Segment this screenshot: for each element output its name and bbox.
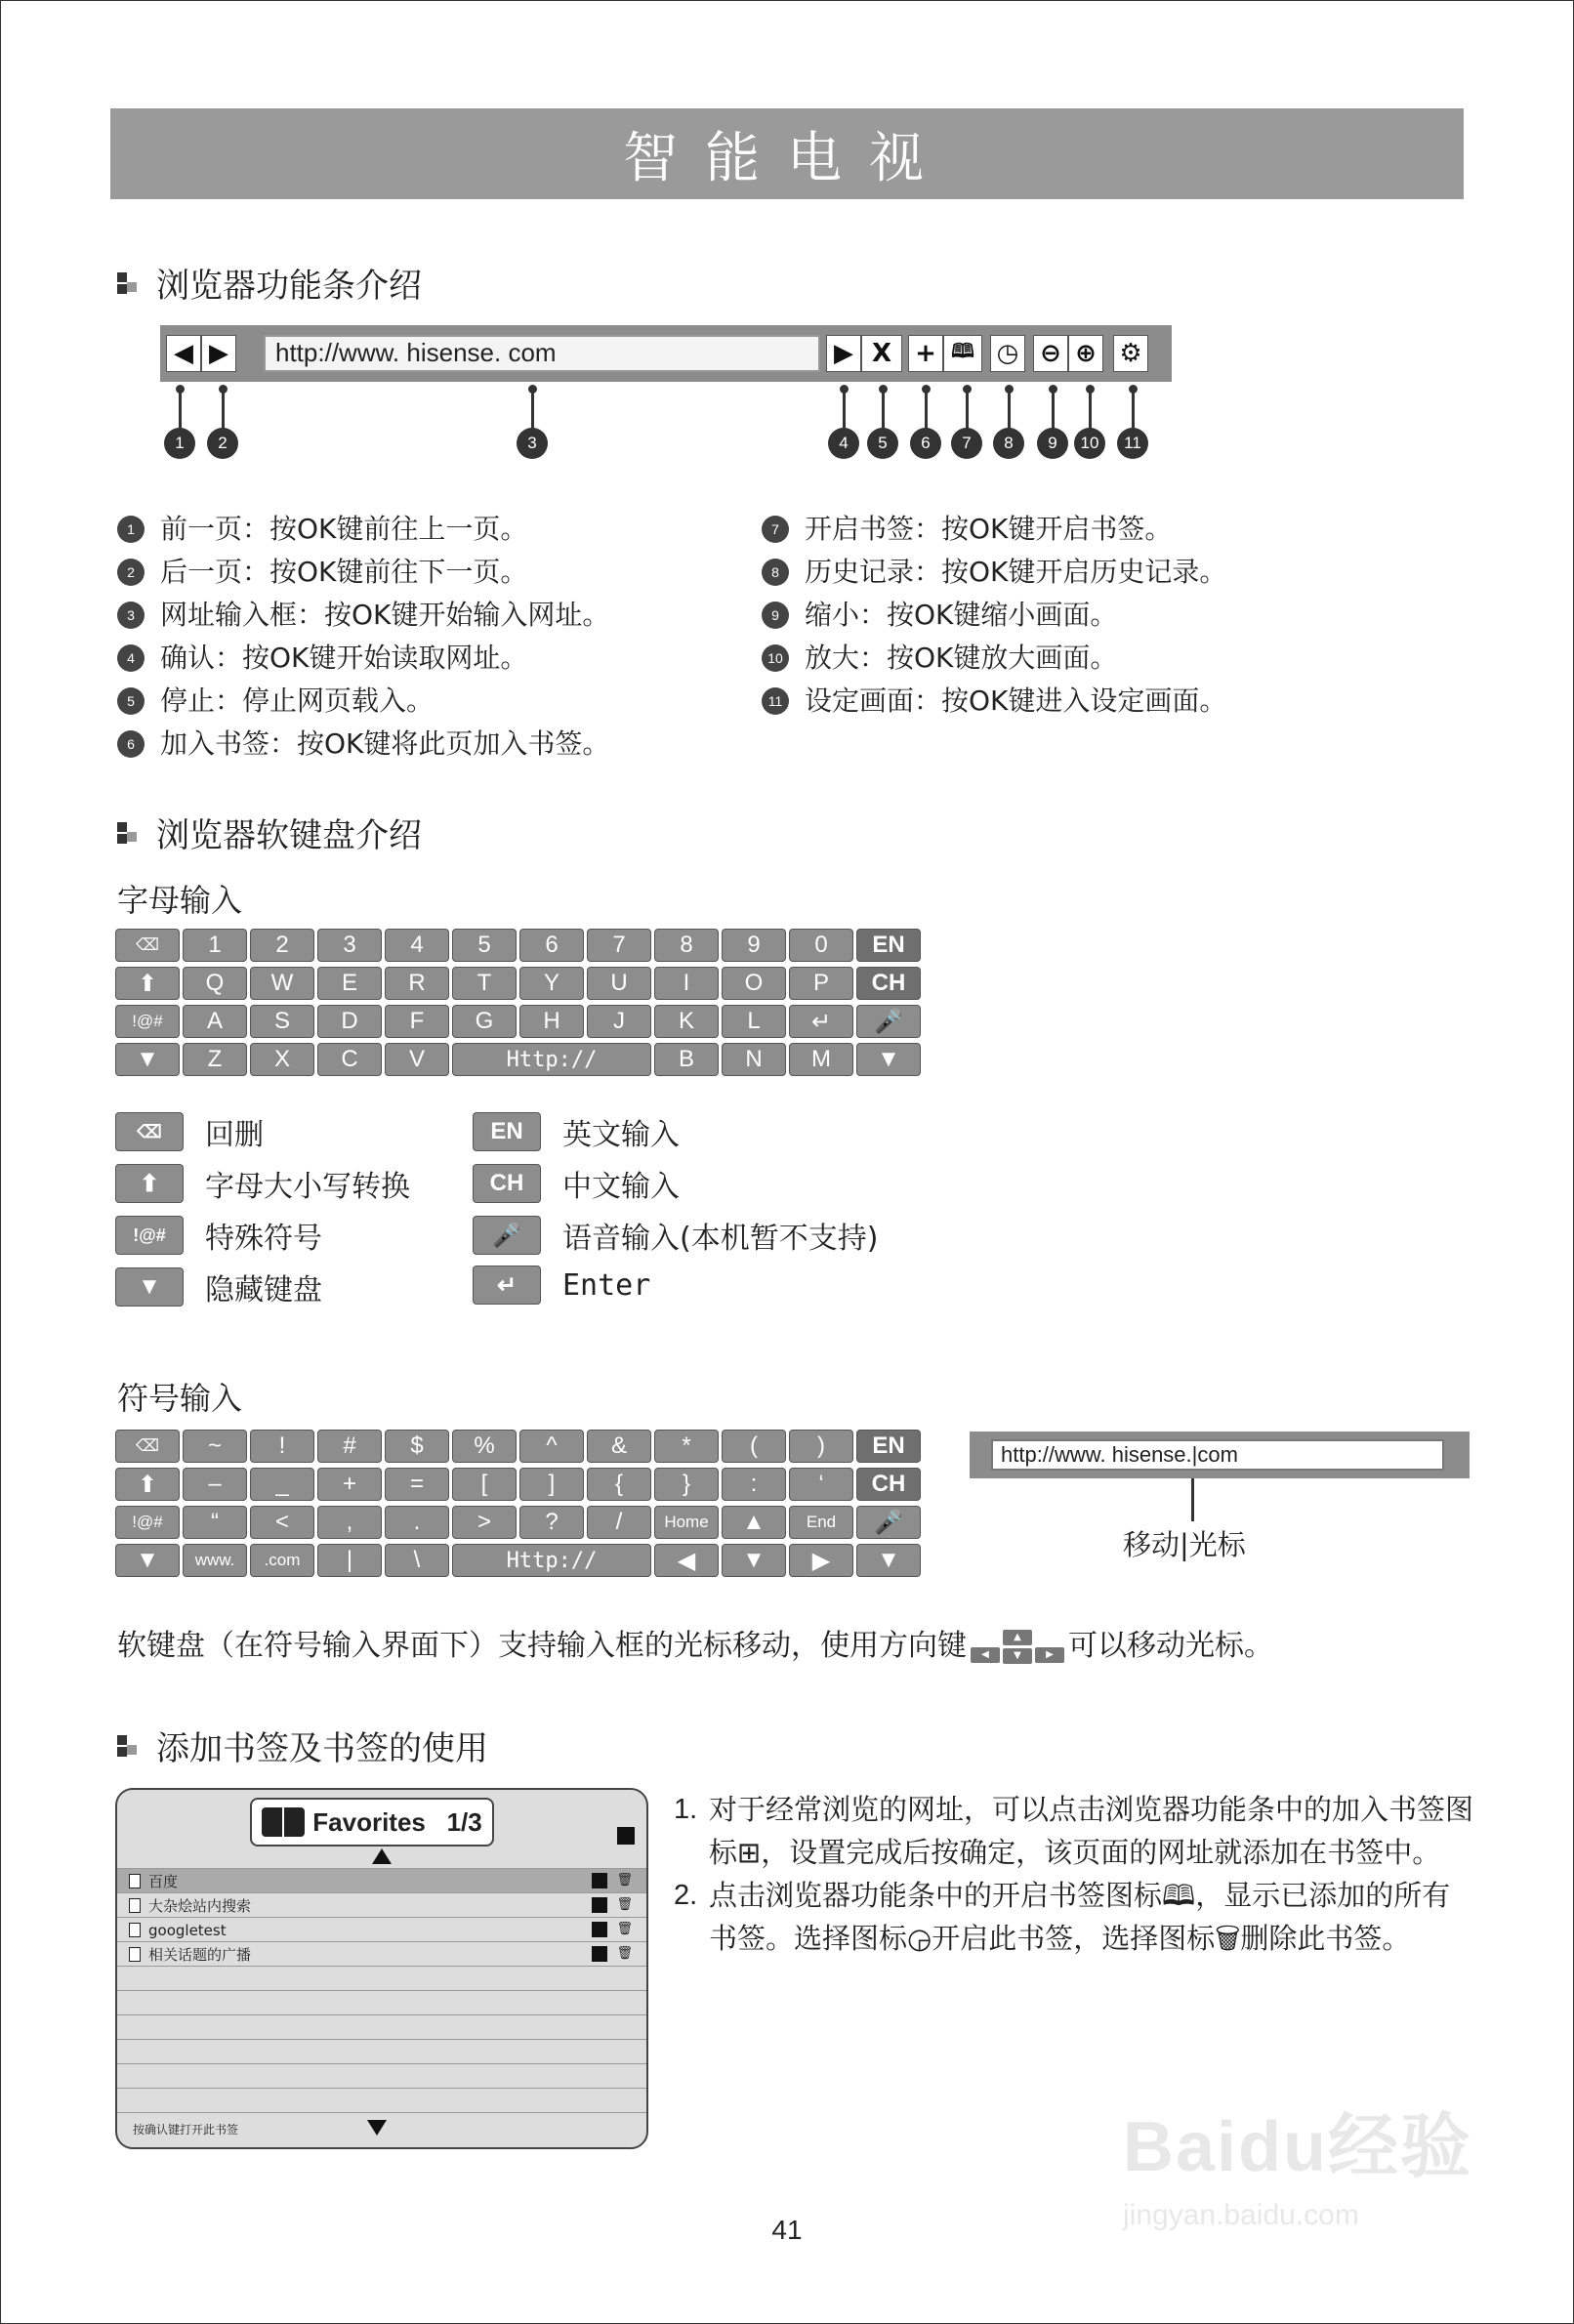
keyboard-key[interactable]: W [250,967,314,1000]
legend-text: 停止：停止网页载入。 [160,685,435,717]
favorites-header [250,1798,494,1847]
key-legend-icon: ↵ [473,1266,541,1305]
key-legend-text: 隐藏键盘 [205,1273,322,1307]
callout-number: 7 [951,428,982,459]
keyboard-key[interactable]: 8 [654,929,719,962]
watermark-sub: jingyan.baidu.com [1123,2199,1359,2231]
key-legend-item [473,1266,650,1305]
keyboard-key[interactable]: ⌫ [115,929,180,962]
keyboard-key[interactable]: ▼ [856,1043,921,1076]
key-legend-text: 特殊符号 [205,1222,322,1256]
favorite-empty-row [117,2063,646,2089]
section-heading-soft-keyboard [117,809,422,856]
legend-number: 11 [762,687,789,715]
callout-number: 6 [910,428,941,459]
key-legend-text: Enter [562,1267,651,1303]
legend-text: 缩小：按OK键缩小画面。 [805,599,1118,631]
callout-number: 8 [993,428,1024,459]
page-title: 智能电视 [110,108,1464,199]
keyboard-key[interactable]: ‘ [789,1468,853,1501]
legend-number: 9 [762,602,789,629]
key-legend-item [473,1110,680,1153]
favorites-title: Favorites [312,1806,426,1837]
keyboard-key[interactable]: X [250,1043,314,1076]
section-heading-bookmarks [117,1722,488,1769]
keyboard-key[interactable]: : [722,1468,786,1501]
page-number: 41 [771,2215,803,2245]
keyboard-key[interactable]: B [654,1043,719,1076]
keyboard-key[interactable]: + [317,1468,382,1501]
key-legend-text: 中文输入 [562,1170,680,1204]
favorite-item[interactable] [117,1892,646,1918]
callout-number: 4 [828,428,859,459]
key-legend-text: 语音输入(本机暂不支持) [562,1222,879,1256]
stop-button[interactable]: X [861,335,902,372]
keyboard-key[interactable]: EN [856,1430,921,1463]
key-legend-icon: ⬆ [115,1164,184,1203]
legend-item [762,508,1226,551]
keyboard-key[interactable]: H [519,1005,584,1038]
cursor-demo-input[interactable]: http://www. hisense.|com [991,1439,1444,1471]
watermark [1123,2090,1494,2246]
keyboard-key[interactable]: ( [722,1430,786,1463]
keyboard-key[interactable]: Home [654,1506,719,1539]
keyboard-key[interactable]: O [722,967,786,1000]
keyboard-key[interactable]: CH [856,1468,921,1501]
legend-item [762,551,1226,594]
callout-pin [219,385,228,394]
keyboard-key[interactable]: C [317,1043,382,1076]
trash-icon[interactable]: 🗑 [616,1922,633,1936]
open-bookmark-icon[interactable] [592,1873,607,1888]
legend-number: 3 [117,602,145,629]
keyboard-key[interactable]: 0 [789,929,853,962]
keyboard-key[interactable]: = [385,1468,449,1501]
trash-icon[interactable]: 🗑 [616,1873,633,1888]
key-legend-icon: 🎤 [473,1216,541,1255]
callout-pin [963,385,972,394]
open-bookmark-button[interactable]: 🕮 [943,335,982,372]
callout-pin [922,385,931,394]
keyboard-key[interactable]: . [385,1506,449,1539]
legend-text: 历史记录：按OK键开启历史记录。 [805,556,1227,588]
section-title: 浏览器功能条介绍 [156,267,422,306]
open-bookmark-icon[interactable] [592,1897,607,1913]
section-title: 浏览器软键盘介绍 [156,816,422,855]
callout-pin [528,385,537,394]
favorite-label: googletest [148,1921,227,1939]
scroll-up-icon[interactable] [372,1848,392,1864]
favorites-square-icon [617,1827,635,1845]
keyboard-key[interactable]: Q [183,967,247,1000]
favorite-item[interactable] [117,1941,646,1967]
keyboard-key[interactable]: 🎤 [856,1506,921,1539]
keyboard-key[interactable]: 5 [452,929,517,962]
keyboard-key[interactable]: V [385,1043,449,1076]
callout-number: 2 [207,428,238,459]
keyboard-key[interactable]: , [317,1506,382,1539]
legend-text: 设定画面：按OK键进入设定画面。 [805,685,1227,717]
section-marker-icon [117,822,139,844]
zoom-in-button[interactable]: ⊕ [1068,335,1103,372]
legend-number: 4 [117,644,145,672]
favorite-label: 相关话题的广播 [148,1946,252,1964]
symbol-input-title: 符号输入 [117,1380,243,1417]
keyboard-key[interactable]: J [587,1005,651,1038]
keyboard-key[interactable]: – [183,1468,247,1501]
keyboard-key[interactable]: T [452,967,517,1000]
keyboard-key[interactable]: ▼ [856,1544,921,1577]
legend-right [762,508,1226,723]
keyboard-key[interactable]: < [250,1506,314,1539]
callout-pin [1129,385,1138,394]
watermark-main: Baidu经验 [1123,2108,1473,2186]
page-icon [129,1923,141,1937]
keyboard-key[interactable]: “ [183,1506,247,1539]
step-text: 对于经常浏览的网址，可以点击浏览器功能条中的加入书签图标⊞，设置完成后按确定，该页面的网址就添加在书签中。 [709,1793,1474,1869]
bookmark-steps [674,1788,1474,1960]
keyboard-key[interactable]: ) [789,1430,853,1463]
legend-text: 前一页：按OK键前往上一页。 [160,513,528,545]
keyboard-key[interactable]: CH [856,967,921,1000]
legend-text: 开启书签：按OK键开启书签。 [805,513,1173,545]
key-legend-item [115,1162,410,1205]
keyboard-key[interactable]: E [317,967,382,1000]
page-icon [129,1874,141,1888]
keyboard-key[interactable]: ↵ [789,1005,853,1038]
keyboard-key[interactable]: www. [183,1544,247,1577]
keyboard-key[interactable]: EN [856,929,921,962]
key-legend-text: 回删 [205,1118,264,1152]
cursor-instruction-text: 软键盘（在符号输入界面下）支持输入框的光标移动，使用方向键 [117,1629,967,1663]
open-bookmark-icon[interactable] [592,1922,607,1937]
legend-item [117,680,609,723]
keyboard-key[interactable]: [ [452,1468,517,1501]
browser-bar [160,325,1172,382]
keyboard-key[interactable]: Http:// [452,1043,651,1076]
legend-item [117,508,609,551]
keyboard-key[interactable]: # [317,1430,382,1463]
url-input[interactable]: http://www. hisense. com [264,335,820,372]
key-legend-item [115,1110,264,1153]
key-legend-icon: ⌫ [115,1112,184,1151]
trash-icon[interactable]: 🗑 [616,1897,633,1912]
keyboard-key[interactable]: ▼ [115,1043,180,1076]
page-icon [129,1947,141,1962]
callout-number: 1 [164,428,195,459]
keyboard-key[interactable]: R [385,967,449,1000]
bookmark-step [674,1874,1474,1960]
cursor-demo-caption: 移动|光标 [1123,1528,1246,1561]
keyboard-key[interactable]: K [654,1005,719,1038]
legend-text: 放大：按OK键放大画面。 [805,642,1118,674]
arrow-left-icon: ◀ [971,1647,1000,1663]
keyboard-key[interactable]: > [452,1506,517,1539]
open-bookmark-icon[interactable] [592,1946,607,1962]
callout-number: 5 [867,428,898,459]
legend-item [117,723,609,766]
key-legend-icon: !@# [115,1216,184,1255]
key-legend-icon: EN [473,1112,541,1151]
callout-number: 10 [1074,428,1105,459]
keyboard-key[interactable]: End [789,1506,853,1539]
keyboard-key[interactable]: } [654,1468,719,1501]
keyboard-key[interactable]: ~ [183,1430,247,1463]
keyboard-key[interactable]: Z [183,1043,247,1076]
keyboard-key[interactable]: L [722,1005,786,1038]
keyboard-key[interactable]: !@# [115,1506,180,1539]
keyboard-key[interactable]: P [789,967,853,1000]
legend-text: 后一页：按OK键前往下一页。 [160,556,528,588]
keyboard-key[interactable]: A [183,1005,247,1038]
key-legend-item [473,1214,878,1257]
favorite-empty-row [117,1966,646,1991]
keyboard-key[interactable]: U [587,967,651,1000]
keyboard-key[interactable]: Y [519,967,584,1000]
keyboard-key[interactable]: ▼ [722,1544,786,1577]
keyboard-key[interactable]: N [722,1043,786,1076]
cursor-demo-bar [970,1432,1470,1478]
section-marker-icon [117,272,139,294]
keyboard-key[interactable]: 3 [317,929,382,962]
back-button[interactable]: ◀ [166,335,201,372]
keyboard-key[interactable]: 4 [385,929,449,962]
keyboard-key[interactable]: / [587,1506,651,1539]
legend-text: 加入书签：按OK键将此页加入书签。 [160,727,610,760]
section-heading-browser-bar [117,259,422,307]
add-bookmark-button[interactable]: + [908,335,943,372]
trash-icon[interactable]: 🗑 [616,1946,633,1961]
callout-pin [176,385,185,394]
book-icon [262,1807,305,1837]
legend-item [117,551,609,594]
favorite-item[interactable] [117,1868,646,1893]
letter-input-title: 字母输入 [117,882,243,919]
keyboard-key[interactable]: ^ [519,1430,584,1463]
favorite-empty-row [117,2088,646,2113]
legend-item [762,637,1226,680]
keyboard-key[interactable]: ⌫ [115,1430,180,1463]
key-legend-text: 英文输入 [562,1118,680,1152]
favorite-label: 百度 [148,1873,179,1890]
keyboard-key[interactable]: 🎤 [856,1005,921,1038]
keyboard-key[interactable]: _ [250,1468,314,1501]
forward-button[interactable]: ▶ [201,335,236,372]
keyboard-key[interactable]: D [317,1005,382,1038]
keyboard-key[interactable]: Http:// [452,1544,651,1577]
settings-button[interactable]: ⚙ [1113,335,1148,372]
favorites-footer: 按确认键打开此书签 [133,2123,239,2137]
keyboard-key[interactable]: G [452,1005,517,1038]
keyboard-key[interactable]: ⬆ [115,967,180,1000]
keyboard-key[interactable]: ▶ [789,1544,853,1577]
arrow-keys-icon [971,1630,1064,1665]
keyboard-key[interactable]: F [385,1005,449,1038]
legend-text: 确认：按OK键开始读取网址。 [160,642,528,674]
key-legend-item [473,1162,680,1205]
favorite-empty-row [117,1990,646,2015]
keyboard-key[interactable]: & [587,1430,651,1463]
keyboard-key[interactable]: 6 [519,929,584,962]
legend-number: 2 [117,559,145,586]
keyboard-key[interactable]: S [250,1005,314,1038]
arrow-right-icon: ▶ [1035,1647,1064,1663]
keyboard-key[interactable]: ⬆ [115,1468,180,1501]
keyboard-key[interactable]: ! [250,1430,314,1463]
legend-item [117,637,609,680]
bookmark-step [674,1788,1474,1874]
favorite-empty-row [117,2039,646,2064]
history-button[interactable]: ◷ [990,335,1025,372]
key-legend-item [115,1266,322,1308]
legend-number: 5 [117,687,145,715]
legend-number: 7 [762,516,789,543]
scroll-down-icon[interactable] [367,2120,387,2136]
keyboard-key[interactable]: { [587,1468,651,1501]
step-text: 点击浏览器功能条中的开启书签图标🕮，显示已添加的所有书签。选择图标◶开启此书签，选择图标🗑删除此书签。 [709,1879,1451,1955]
key-legend-icon: CH [473,1164,541,1203]
keyboard-key[interactable]: .com [250,1544,314,1577]
legend-number: 1 [117,516,145,543]
callout-pin [1049,385,1057,394]
keyboard-key[interactable]: | [317,1544,382,1577]
legend-item [117,594,609,637]
arrow-down-icon: ▼ [1003,1648,1032,1664]
favorite-item[interactable] [117,1917,646,1942]
keyboard-key[interactable]: M [789,1043,853,1076]
legend-item [762,594,1226,637]
legend-number: 6 [117,730,145,758]
keyboard-key[interactable]: ▼ [115,1544,180,1577]
favorites-page: 1/3 [446,1806,482,1837]
callout-pin [879,385,888,394]
callout-pin [1086,385,1095,394]
cursor-pointer-line [1191,1478,1194,1521]
callout-pin [840,385,849,394]
favorites-panel [115,1788,648,2149]
arrow-up-icon: ▲ [1003,1630,1032,1645]
keyboard-key[interactable]: ▲ [722,1506,786,1539]
favorite-empty-row [117,2014,646,2040]
keyboard-key[interactable]: ◀ [654,1544,719,1577]
legend-item [762,680,1226,723]
cursor-instruction-text-end: 可以移动光标。 [1068,1629,1273,1663]
keyboard-key[interactable]: !@# [115,1005,180,1038]
favorite-label: 大杂烩站内搜索 [148,1897,252,1915]
keyboard-key[interactable]: 9 [722,929,786,962]
step-number: 1. [674,1794,698,1825]
keyboard-key[interactable]: I [654,967,719,1000]
step-number: 2. [674,1880,698,1911]
cursor-instruction [117,1621,1273,1665]
legend-number: 8 [762,559,789,586]
section-marker-icon [117,1735,139,1757]
zoom-out-button[interactable]: ⊖ [1033,335,1068,372]
keyboard-key[interactable]: $ [385,1430,449,1463]
callout-number: 3 [517,428,548,459]
keyboard-key[interactable]: ] [519,1468,584,1501]
callout-number: 9 [1037,428,1068,459]
keyboard-key[interactable]: % [452,1430,517,1463]
page-icon [129,1898,141,1913]
legend-number: 10 [762,644,789,672]
section-title: 添加书签及书签的使用 [156,1729,488,1768]
key-legend-item [115,1214,322,1257]
keyboard-key[interactable]: 2 [250,929,314,962]
legend-left [117,508,609,766]
callout-pin [1005,385,1014,394]
keyboard-key[interactable]: * [654,1430,719,1463]
keyboard-key[interactable]: \ [385,1544,449,1577]
keyboard-key[interactable]: 1 [183,929,247,962]
key-legend-icon: ▼ [115,1267,184,1307]
keyboard-key[interactable]: ? [519,1506,584,1539]
go-button[interactable]: ▶ [826,335,861,372]
key-legend-text: 字母大小写转换 [205,1170,410,1204]
keyboard-key[interactable]: 7 [587,929,651,962]
legend-text: 网址输入框：按OK键开始输入网址。 [160,599,610,631]
callout-number: 11 [1117,428,1148,459]
